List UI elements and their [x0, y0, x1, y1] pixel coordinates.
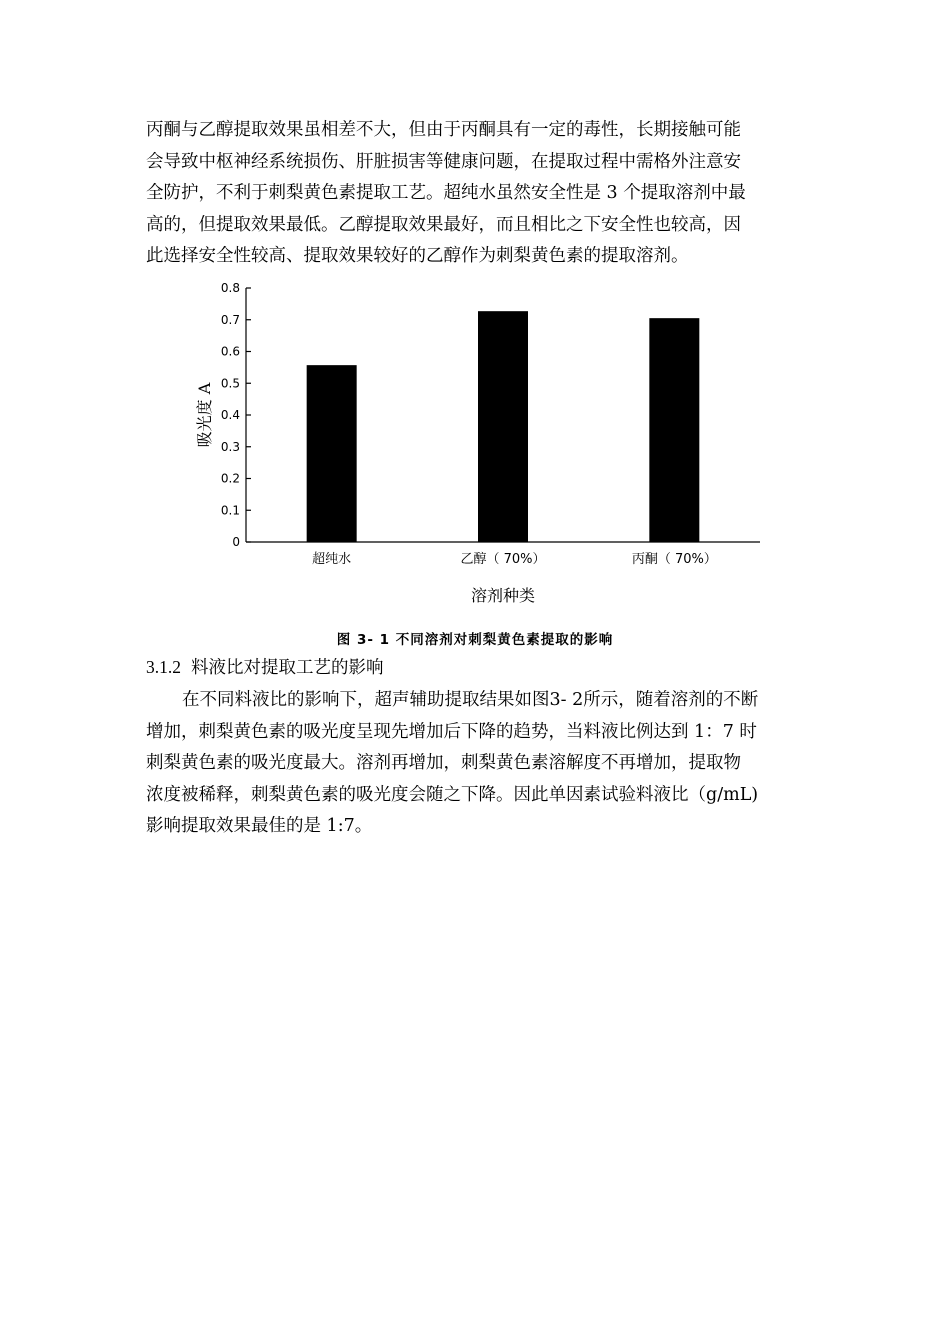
y-tick-label: 0.2 [220, 471, 240, 486]
figure-caption: 图 3- 1 不同溶剂对刺梨黄色素提取的影响 [336, 632, 614, 648]
paragraph-line: 会导致中枢神经系统损伤、肝脏损害等健康问题，在提取过程中需格外注意安 [146, 151, 741, 172]
y-tick-label: 0 [232, 535, 240, 549]
paragraph-line: 浓度被稀释，刺梨黄色素的吸光度会随之下降。因此单因素试验料液比（g/mL) [146, 784, 759, 805]
x-axis-tick-labels [312, 551, 717, 567]
y-tick-label: 0.5 [220, 376, 240, 391]
bars [307, 311, 700, 542]
x-tick-label: 超纯水 [312, 552, 352, 567]
section-heading [146, 654, 384, 679]
paragraph-line: 此选择安全性较高、提取效果较好的乙醇作为刺梨黄色素的提取溶剂。 [146, 246, 689, 266]
y-tick-label: 0.3 [220, 439, 240, 454]
bar [307, 365, 357, 542]
y-tick-label: 0.1 [220, 503, 240, 518]
x-axis-label: 溶剂种类 [470, 586, 536, 605]
paragraph-line: 增加，刺梨黄色素的吸光度呈现先增加后下降的趋势，当料液比例达到 1：7 时 [146, 721, 757, 742]
paragraph-line: 在不同料液比的影响下，超声辅助提取结果如图3- 2所示，随着溶剂的不断 [182, 690, 759, 710]
y-axis-label: 吸光度 A [195, 382, 214, 448]
y-tick-label: 0.6 [220, 344, 240, 359]
x-tick-label: 乙醇（ 70%） [460, 552, 546, 567]
paragraph-line: 丙酮与乙醇提取效果虽相差不大，但由于丙酮具有一定的毒性，长期接触可能 [146, 120, 741, 140]
section-title: 料液比对提取工艺的影响 [191, 658, 384, 678]
paragraph-line: 全防护，不利于刺梨黄色素提取工艺。超纯水虽然安全性是 3 个提取溶剂中最 [146, 183, 746, 203]
paragraph-line: 影响提取效果最佳的是 1:7。 [146, 816, 373, 836]
body-paragraph-1 [146, 115, 814, 273]
bar [478, 311, 528, 542]
bar [649, 318, 699, 542]
y-tick-label: 0.4 [220, 408, 240, 422]
body-paragraph-2 [146, 685, 814, 843]
y-tick-label: 0.8 [220, 281, 240, 295]
paragraph-line: 刺梨黄色素的吸光度最大。溶剂再增加，刺梨黄色素溶解度不再增加，提取物 [146, 753, 741, 773]
bar-chart [190, 275, 780, 615]
y-tick-label: 0.7 [220, 312, 240, 327]
paragraph-line: 高的，但提取效果最低。乙醇提取效果最好，而且相比之下安全性也较高，因 [146, 214, 741, 235]
x-tick-label: 丙酮（ 70%） [631, 552, 717, 567]
section-number: 3.1.2 [146, 657, 181, 677]
